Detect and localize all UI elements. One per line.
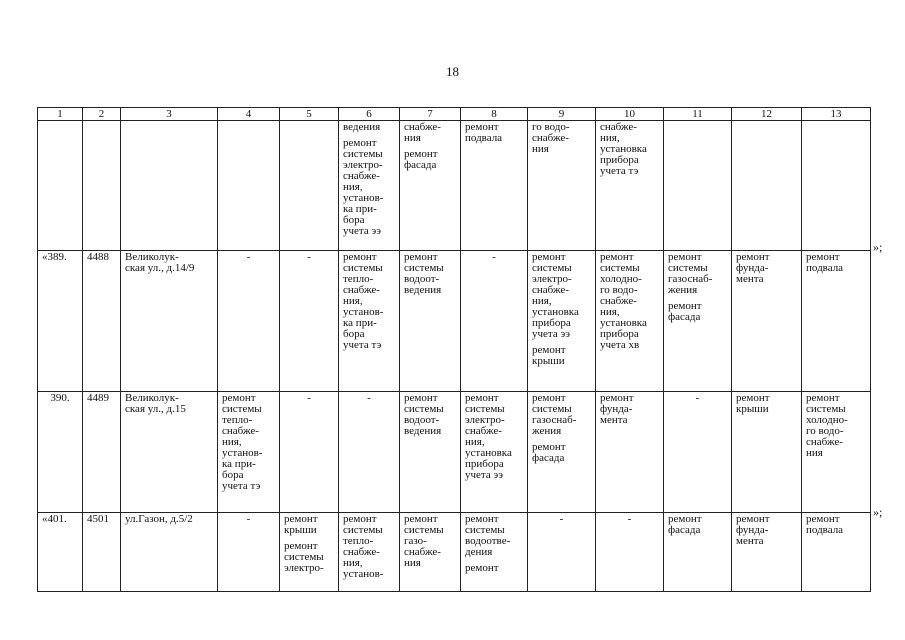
table-cell xyxy=(38,513,83,592)
column-number-cell: 12 xyxy=(732,108,802,121)
column-number-cell: 10 xyxy=(596,108,664,121)
table-cell xyxy=(400,121,461,251)
cell-text: ремонт системы тепло- снабже- ния, установ- ка при- бора учета тэ xyxy=(343,251,384,351)
table-cell xyxy=(339,513,400,592)
cell-text: ремонт системы холодно- го водо- снабже- ния xyxy=(806,392,848,459)
cell-text: ремонт системы водоот- ведения xyxy=(404,251,444,296)
table-cell xyxy=(83,513,121,592)
cell-text: ремонт крыши xyxy=(284,513,318,536)
column-number-cell: 5 xyxy=(280,108,339,121)
column-number-cell: 9 xyxy=(528,108,596,121)
table-cell xyxy=(461,121,528,251)
cell-text: 4489 xyxy=(87,392,109,404)
table-cell xyxy=(664,392,732,513)
cell-text: ремонт фунда- мента xyxy=(736,513,770,547)
table-cell xyxy=(280,392,339,513)
dash-mark: - xyxy=(307,251,311,263)
table-cell xyxy=(528,513,596,592)
cell-text: ремонт фасада xyxy=(668,513,702,536)
table-cell xyxy=(664,251,732,392)
table-cell xyxy=(802,513,871,592)
cell-text: ремонт системы водоотве- дения xyxy=(465,513,511,558)
column-number-cell: 11 xyxy=(664,108,732,121)
cell-text: ведения xyxy=(343,121,381,133)
table-cell xyxy=(339,121,400,251)
cell-text: 4488 xyxy=(87,251,109,263)
cell-text: 4501 xyxy=(87,513,109,525)
table-cell xyxy=(83,121,121,251)
column-number-cell: 1 xyxy=(38,108,83,121)
column-number-cell: 4 xyxy=(218,108,280,121)
cell-text: ремонт xyxy=(465,562,499,574)
table-row xyxy=(38,251,871,392)
cell-text: 390. xyxy=(50,392,70,404)
table-cell xyxy=(664,513,732,592)
cell-text: Великолук- ская ул., д.14/9 xyxy=(125,251,195,274)
cell-text: ремонт фунда- мента xyxy=(600,392,634,426)
table-cell xyxy=(280,121,339,251)
table-cell xyxy=(596,251,664,392)
table-cell xyxy=(83,251,121,392)
table-cell xyxy=(664,121,732,251)
table-cell xyxy=(121,513,218,592)
cell-text: снабже- ния xyxy=(404,121,441,144)
table-cell xyxy=(280,251,339,392)
column-number-cell: 6 xyxy=(339,108,400,121)
cell-text: ремонт системы холодно- го водо- снабже- ния, установка прибора учета хв xyxy=(600,251,647,351)
table-cell xyxy=(528,251,596,392)
cell-text: ремонт подвала xyxy=(465,121,503,144)
table-cell xyxy=(461,251,528,392)
table-cell xyxy=(732,121,802,251)
table-cell xyxy=(461,513,528,592)
column-number-cell: 13 xyxy=(802,108,871,121)
cell-text: ремонт системы газоснаб- жения xyxy=(668,251,713,296)
table-cell xyxy=(400,392,461,513)
table-cell xyxy=(596,392,664,513)
cell-text: ремонт системы электро- снабже- ния, установ- ка при- бора учета ээ xyxy=(343,137,384,237)
dash-mark: - xyxy=(367,392,371,404)
cell-text: ремонт подвала xyxy=(806,251,844,274)
table-cell xyxy=(400,513,461,592)
table-cell xyxy=(121,251,218,392)
table-cell xyxy=(461,392,528,513)
cell-text: ремонт системы водоот- ведения xyxy=(404,392,444,437)
table-cell xyxy=(400,251,461,392)
table-cell xyxy=(218,513,280,592)
table-cell xyxy=(732,251,802,392)
dash-mark: - xyxy=(246,513,251,525)
table-cell xyxy=(38,121,83,251)
table-cell xyxy=(802,121,871,251)
cell-text: ремонт системы тепло- снабже- ния, установ- xyxy=(343,513,384,580)
cell-text: го водо- снабже- ния xyxy=(532,121,570,155)
table-cell xyxy=(596,121,664,251)
dash-mark: - xyxy=(307,392,311,404)
table-cell xyxy=(83,392,121,513)
table-cell xyxy=(218,121,280,251)
cell-text: ремонт системы электро- снабже- ния, установка прибора учета ээ xyxy=(532,251,579,340)
table-row xyxy=(38,392,871,513)
cell-text: ул.Газон, д.5/2 xyxy=(125,513,193,525)
table-cell xyxy=(218,392,280,513)
cell-text: снабже- ния, установка прибора учета тэ xyxy=(600,121,647,177)
table-cell xyxy=(732,392,802,513)
table-cell xyxy=(528,392,596,513)
table-cell xyxy=(528,121,596,251)
cell-text: ремонт фасада xyxy=(668,300,702,323)
table-cell xyxy=(280,513,339,592)
page-number: 18 xyxy=(446,64,459,79)
cell-text: ремонт крыши xyxy=(532,344,566,367)
cell-text: «389. xyxy=(42,251,67,263)
cell-text: ремонт подвала xyxy=(806,513,844,536)
table-row xyxy=(38,121,871,251)
cell-text: «401. xyxy=(42,513,67,525)
cell-text: ремонт системы тепло- снабже- ния, установ- ка при- бора учета тэ xyxy=(222,392,263,492)
table-cell xyxy=(218,251,280,392)
table-cell xyxy=(121,392,218,513)
cell-text: ремонт системы газо- снабже- ния xyxy=(404,513,444,569)
table-cell xyxy=(802,251,871,392)
cell-text: ремонт крыши xyxy=(736,392,770,415)
column-number-cell: 3 xyxy=(121,108,218,121)
table-cell xyxy=(802,392,871,513)
table-cell xyxy=(121,121,218,251)
table-cell xyxy=(339,392,400,513)
table-cell xyxy=(732,513,802,592)
table-cell xyxy=(38,392,83,513)
column-number-cell: 8 xyxy=(461,108,528,121)
dash-mark: - xyxy=(627,513,632,525)
table-row xyxy=(38,513,871,592)
column-number-row xyxy=(38,108,871,121)
column-number-cell: 7 xyxy=(400,108,461,121)
cell-text: ремонт фасада xyxy=(404,148,438,171)
table-cell xyxy=(339,251,400,392)
cell-text: ремонт системы газоснаб- жения xyxy=(532,392,577,437)
cell-text: Великолук- ская ул., д.15 xyxy=(125,392,186,415)
cell-text: ремонт системы электро- xyxy=(284,540,324,574)
dash-mark: - xyxy=(695,392,700,404)
cell-text: ремонт системы электро- снабже- ния, установка прибора учета ээ xyxy=(465,392,512,481)
table-cell xyxy=(596,513,664,592)
dash-mark: - xyxy=(246,251,251,263)
cell-text: ремонт фасада xyxy=(532,441,566,464)
closing-quote-mark: »; xyxy=(873,505,883,519)
repair-schedule-table xyxy=(37,107,871,592)
closing-quote-mark: »; xyxy=(873,240,883,254)
table-cell xyxy=(38,251,83,392)
dash-mark: - xyxy=(492,251,496,263)
dash-mark: - xyxy=(559,513,564,525)
cell-text: ремонт фунда- мента xyxy=(736,251,770,285)
column-number-cell: 2 xyxy=(83,108,121,121)
